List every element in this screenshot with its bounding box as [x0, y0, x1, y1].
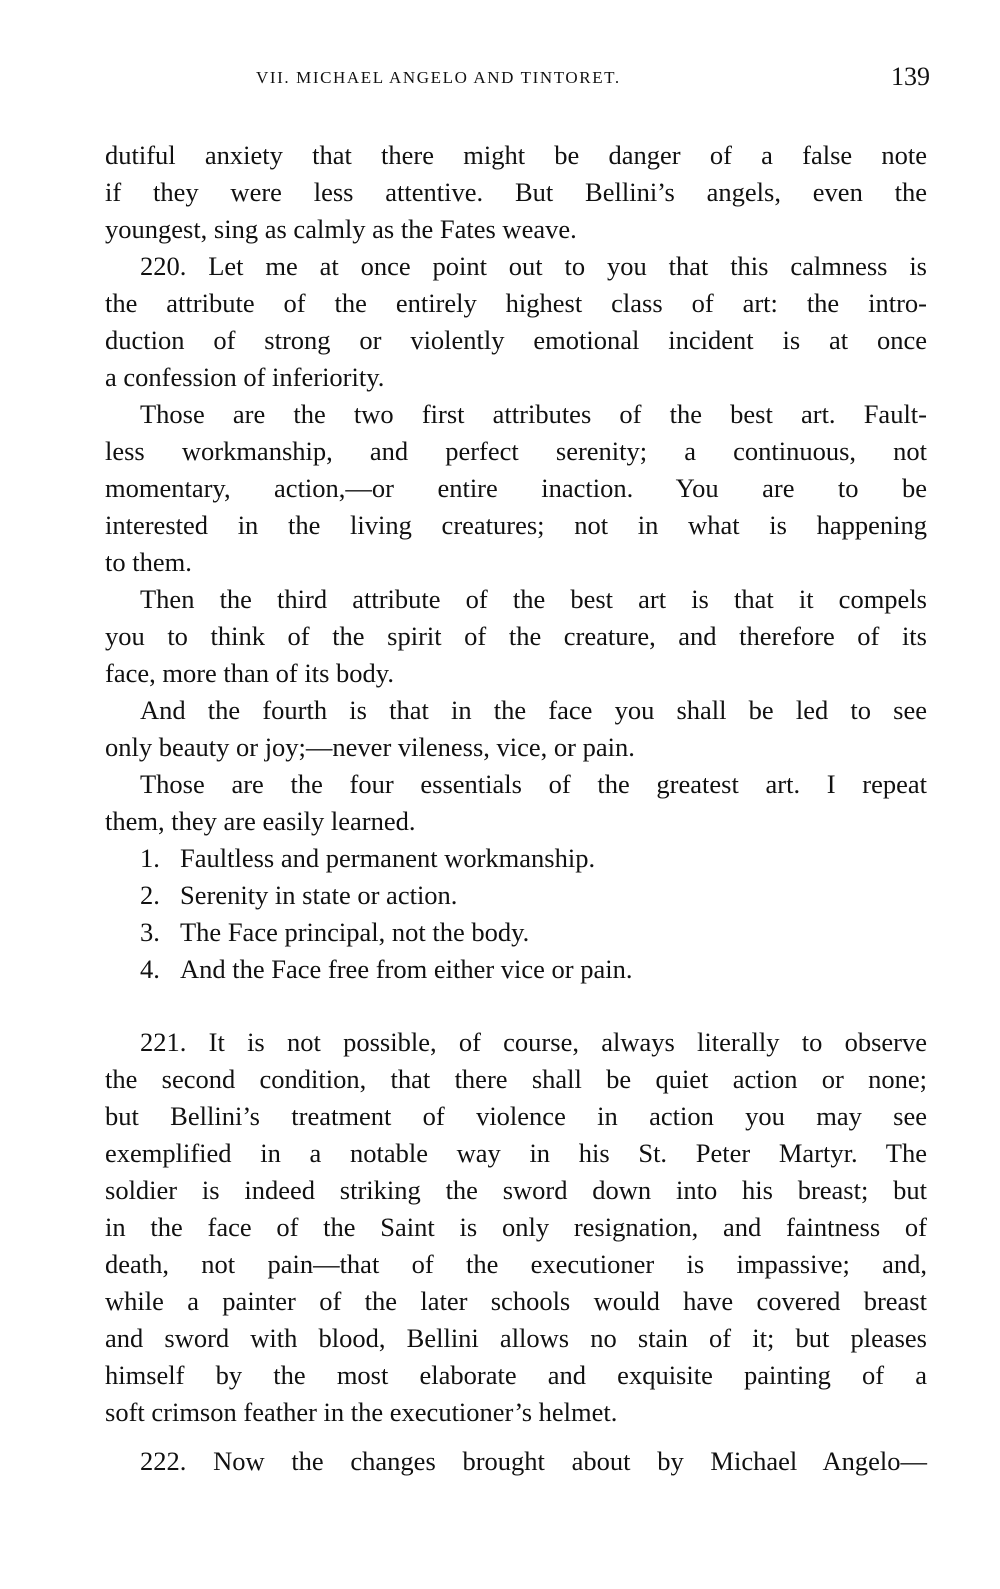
numbered-list [105, 840, 927, 988]
text-line: duction of strong or violently emotional incident is at once [105, 325, 927, 355]
text-block-2 [105, 1024, 927, 1431]
text-line: them, they are easily learned. [105, 806, 416, 836]
list-item [105, 914, 927, 951]
list-number: 3. [140, 917, 160, 947]
text-line: Those are the two first attributes of the best art. Fault- [140, 399, 927, 429]
text-line: and sword with blood, Bellini allows no stain of it; but pleases [105, 1323, 927, 1353]
page-number: 139 [891, 62, 930, 91]
text-line: death, not pain—that of the executioner is impassive; and, [105, 1249, 927, 1279]
text-line: in the face of the Saint is only resignation, and faintness of [105, 1212, 927, 1242]
text-line: dutiful anxiety that there might be danger of a false note [105, 140, 927, 170]
text-line: but Bellini’s treatment of violence in action you may see [105, 1101, 927, 1131]
text-line: youngest, sing as calmly as the Fates weave. [105, 214, 577, 244]
list-number: 4. [140, 954, 160, 984]
text-block-3 [105, 1443, 927, 1480]
list-item [105, 840, 927, 877]
list-text: Serenity in state or action. [180, 880, 458, 910]
text-line: only beauty or joy;—never vileness, vice, or pain. [105, 732, 635, 762]
list-item [105, 951, 927, 988]
list-text: And the Face free from either vice or pain. [180, 954, 633, 984]
list-number: 2. [140, 880, 160, 910]
text-line: interested in the living creatures; not in what is happening [105, 510, 927, 540]
text-line: soft crimson feather in the executioner’s helmet. [105, 1397, 618, 1427]
text-line: while a painter of the later schools would have covered breast [105, 1286, 927, 1316]
list-item [105, 877, 927, 914]
list-text: Faultless and permanent workmanship. [180, 843, 596, 873]
text-line: you to think of the spirit of the creature, and therefore of its [105, 621, 927, 651]
text-block-1 [105, 137, 927, 840]
text-line: soldier is indeed striking the sword down into his breast; but [105, 1175, 927, 1205]
text-line: And the fourth is that in the face you shall be led to see [140, 695, 927, 725]
text-line: face, more than of its body. [105, 658, 394, 688]
text-line: himself by the most elaborate and exquisite painting of a [105, 1360, 927, 1390]
text-line: a confession of inferiority. [105, 362, 385, 392]
page-header [230, 62, 930, 102]
text-line: exemplified in a notable way in his St. Peter Martyr. The [105, 1138, 927, 1168]
text-line: less workmanship, and perfect serenity; a continuous, not [105, 436, 927, 466]
running-head: VII. MICHAEL ANGELO AND TINTORET. [256, 68, 621, 87]
text-line: Those are the four essentials of the greatest art. I repeat [140, 769, 927, 799]
text-line: to them. [105, 547, 192, 577]
list-text: The Face principal, not the body. [180, 917, 530, 947]
text-line: if they were less attentive. But Bellini’s angels, even the [105, 177, 927, 207]
list-number: 1. [140, 843, 160, 873]
text-line: the attribute of the entirely highest class of art: the intro- [105, 288, 927, 318]
text-line: 220. Let me at once point out to you that this calmness is [140, 251, 927, 281]
text-line: 221. It is not possible, of course, always literally to observe [140, 1027, 927, 1057]
text-line: momentary, action,—or entire inaction. You are to be [105, 473, 927, 503]
text-line: Then the third attribute of the best art is that it compels [140, 584, 927, 614]
text-line: 222. Now the changes brought about by Michael Angelo— [140, 1446, 927, 1476]
text-line: the second condition, that there shall be quiet action or none; [105, 1064, 927, 1094]
